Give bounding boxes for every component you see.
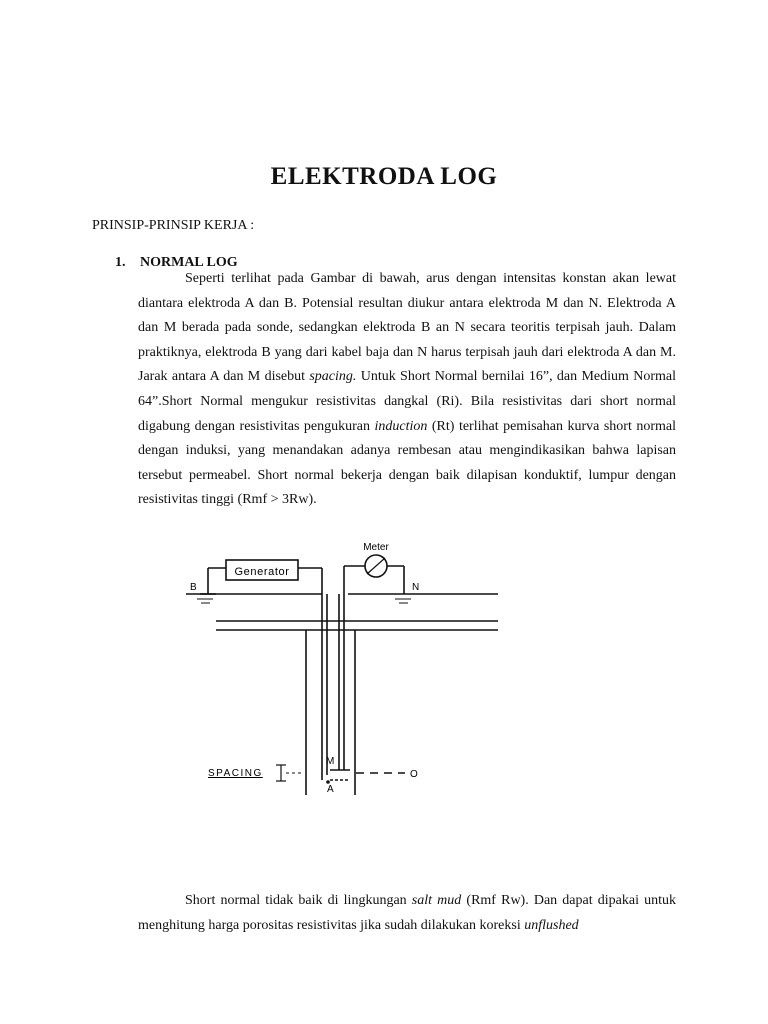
electrode-b-label: B	[190, 582, 197, 593]
electrode-n-label: N	[412, 582, 420, 593]
para1-text-run: induction	[374, 418, 428, 434]
para2-text-run: salt mud	[411, 893, 462, 908]
generator-label: Generator	[234, 566, 290, 578]
normal-log-paragraph	[138, 267, 676, 513]
para1-text-run: spacing.	[309, 369, 357, 385]
para1-text-run: Untuk Short Normal bernilai 16”, dan Medium Normal 64”.Short Normal mengukur resistivitas dangkal (Ri). Bila resistivitas dari short normal digabung dengan resistivitas pengukuran	[138, 369, 676, 434]
normal-log-diagram	[0, 535, 768, 805]
point-o-label: O	[410, 769, 418, 780]
para1-text-run: (Rt) terlihat pemisahan kurva short normal dengan induksi, yang menandakan adanya rembesan atau mengindikasikan bahwa lapisan tersebut permeabel. Short normal bekerja dengan baik dilapisan konduktif, lumpur dengan resistivitas tinggi (Rmf > 3Rw).	[138, 418, 676, 508]
para1-text-run: Seperti terlihat pada Gambar di bawah, arus dengan intensitas konstan akan lewat diantara elektroda A dan B. Potensial resultan diukur antara elektroda M dan N. Elektroda A dan M berada pada sonde, sedangkan elektroda B an N secara teoritis terpisah jauh. Dalam praktiknya, elektroda B yang dari kabel baja dan N harus terpisah jauh dari elektroda A dan M. Jarak antara A dan M disebut	[138, 271, 676, 385]
para2-text-run: unflushed	[524, 917, 579, 933]
section-subtitle: PRINSIP-PRINSIP KERJA :	[92, 218, 255, 233]
page-title: ELEKTRODA LOG	[270, 163, 498, 190]
electrode-a-label: A	[327, 784, 334, 795]
para2-text-run: Short normal tidak baik di lingkungan	[185, 893, 412, 908]
heading-number: 1.	[115, 255, 126, 270]
electrode-m-label: M	[326, 756, 335, 767]
para2-text-run: (Rmf Rw). Dan dapat dipakai untuk menghitung harga porositas resistivitas jika sudah dilakukan koreksi	[138, 893, 676, 933]
heading-text: NORMAL LOG	[140, 255, 238, 270]
spacing-label: SPACING	[208, 768, 263, 779]
salt-mud-paragraph	[138, 889, 676, 938]
meter-label: Meter	[363, 542, 389, 553]
